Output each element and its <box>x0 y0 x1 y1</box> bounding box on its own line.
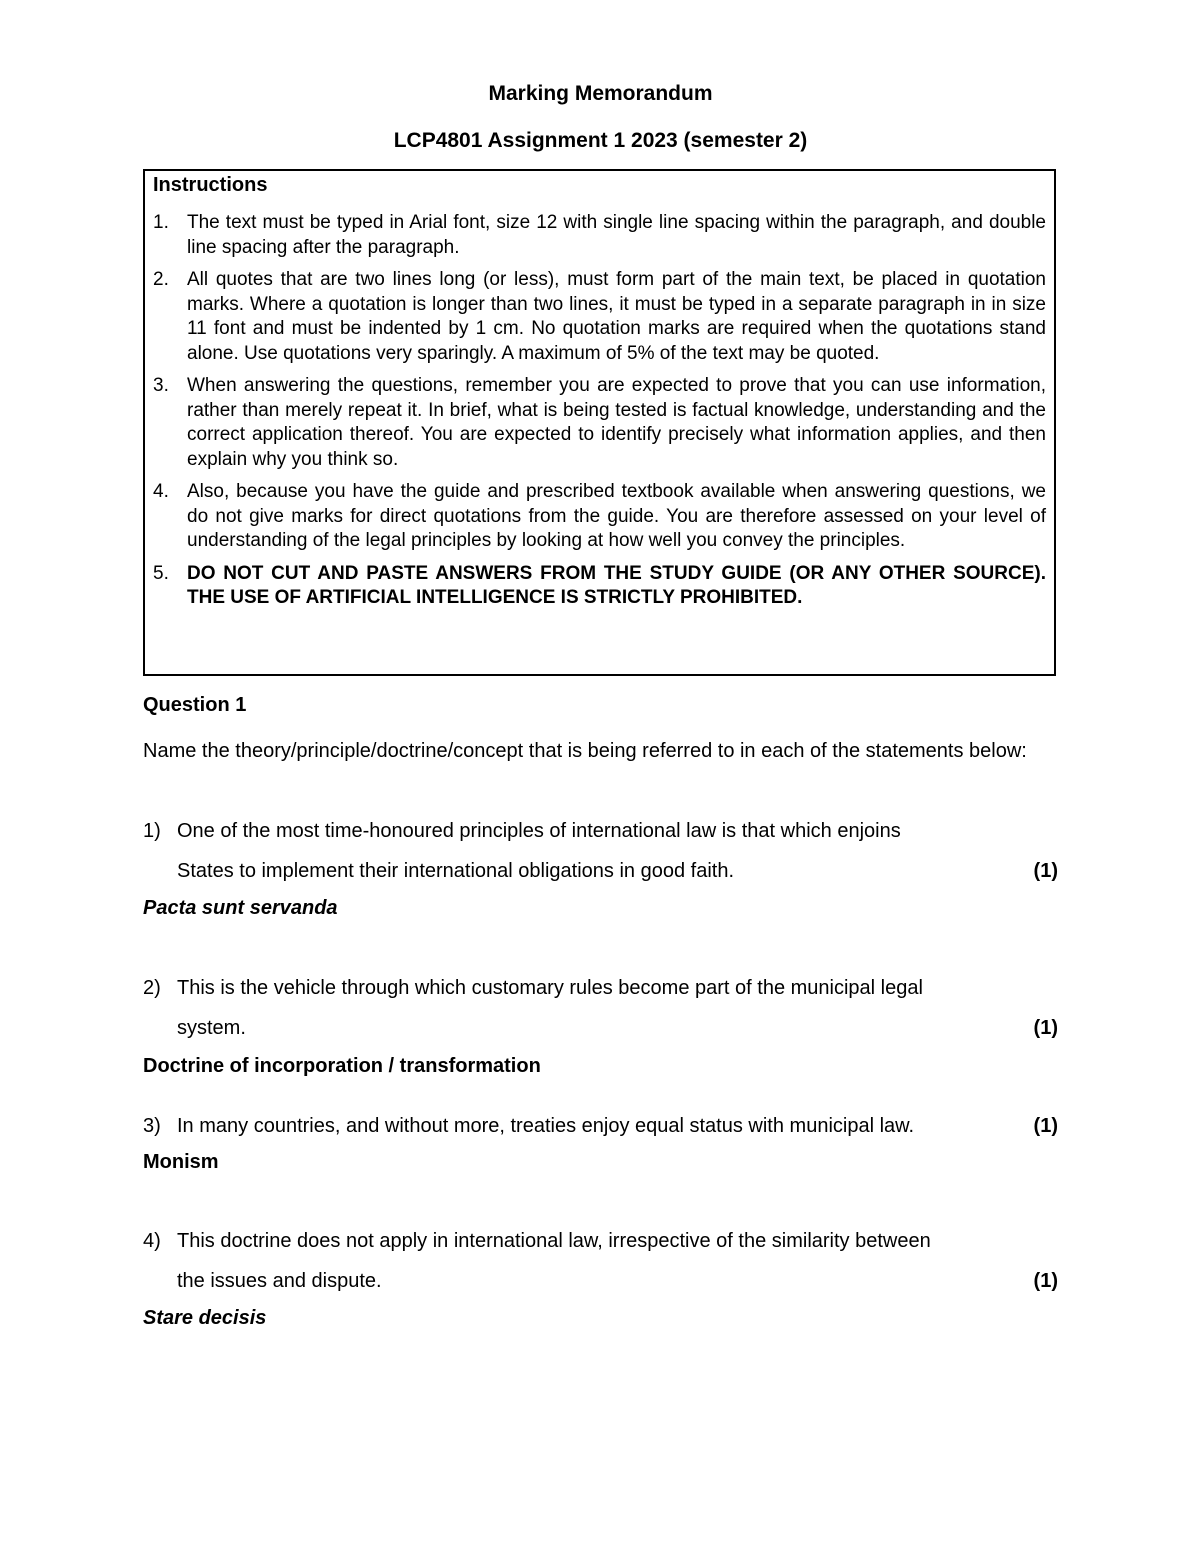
instruction-text: All quotes that are two lines long (or less), must form part of the main text, be placed in quotation marks. Where a quotation is longer than two lines, it must be typed in a separate paragraph in in size 11 font and must be indented by 1 cm. No quotation marks are required when the quotations stand alone. Use quotations very sparingly. A maximum of 5% of the text may be quoted. <box>187 269 1046 364</box>
statement-text-line: In many countries, and without more, treaties enjoy equal status with municipal law. <box>177 1115 915 1137</box>
statement-number: 1) <box>143 820 161 842</box>
statement-text-line: One of the most time-honoured principles of international law is that which enjoins <box>177 820 901 842</box>
statement-item <box>143 1221 1058 1301</box>
statement-line-with-mark <box>177 1106 1058 1146</box>
statement-item <box>143 811 1058 891</box>
instruction-item <box>153 480 1046 554</box>
statement-line-with-mark <box>177 851 1058 891</box>
statement-text-line: This doctrine does not apply in international law, irrespective of the similarity between <box>177 1230 931 1252</box>
answer-text: Monism <box>143 1151 219 1173</box>
mark-allocation: (1) <box>1033 860 1058 882</box>
instruction-number: 3. <box>153 375 169 396</box>
statement-body <box>177 811 1058 891</box>
instruction-item <box>153 374 1046 472</box>
answer-text: Pacta sunt servanda <box>143 897 338 919</box>
answer-text: Stare decisis <box>143 1307 267 1329</box>
document-title: Marking Memorandum <box>488 82 713 105</box>
instruction-text: Also, because you have the guide and prescribed textbook available when answering questions, we do not give marks for direct quotations from the guide. You are therefore assessed on your level of understanding of the legal principles by looking at how well you convey the principles. <box>187 481 1046 551</box>
question-heading: Question 1 <box>143 694 247 716</box>
instruction-item <box>153 268 1046 366</box>
mark-allocation: (1) <box>1033 1270 1058 1292</box>
answer-text: Doctrine of incorporation / transformation <box>143 1055 541 1077</box>
instructions-list <box>153 211 1046 619</box>
mark-allocation: (1) <box>1033 1017 1058 1039</box>
instruction-number: 2. <box>153 269 169 290</box>
statement-line-with-mark <box>177 1008 1058 1048</box>
statement-number: 2) <box>143 977 161 999</box>
instruction-text: The text must be typed in Arial font, size 12 with single line spacing within the paragraph, and double line spacing after the paragraph. <box>187 212 1046 258</box>
statement-text-line: system. <box>177 1017 246 1039</box>
statement-number: 3) <box>143 1115 161 1137</box>
instruction-item <box>153 211 1046 260</box>
statement-line-with-mark <box>177 1261 1058 1301</box>
question-intro: Name the theory/principle/doctrine/concept that is being referred to in each of the statements below: <box>143 740 1027 762</box>
statement-text-line: States to implement their international obligations in good faith. <box>177 860 735 882</box>
instruction-number: 1. <box>153 212 169 233</box>
instructions-heading: Instructions <box>153 174 268 196</box>
instructions-box <box>143 169 1056 676</box>
statement-text-line: This is the vehicle through which customary rules become part of the municipal legal <box>177 977 923 999</box>
statement-number: 4) <box>143 1230 161 1252</box>
statement-body <box>177 968 1058 1048</box>
mark-allocation: (1) <box>1033 1115 1058 1137</box>
instruction-text: When answering the questions, remember you are expected to prove that you can use information, rather than merely repeat it. In brief, what is being tested is factual knowledge, understanding and the correct application thereof. You are expected to identify precisely what information applies, and then explain why you think so. <box>187 375 1046 470</box>
instruction-item-warning <box>153 562 1046 611</box>
statement-item <box>143 1106 1058 1146</box>
statement-text-line: the issues and dispute. <box>177 1270 382 1292</box>
statement-body <box>177 1106 1058 1146</box>
statement-body <box>177 1221 1058 1301</box>
instruction-text: DO NOT CUT AND PASTE ANSWERS FROM THE STUDY GUIDE (OR ANY OTHER SOURCE). THE USE OF ARTIFICIAL INTELLIGENCE IS STRICTLY PROHIBITED. <box>187 562 1046 608</box>
instruction-number: 5. <box>153 562 169 584</box>
instruction-number: 4. <box>153 481 169 502</box>
document-subtitle: LCP4801 Assignment 1 2023 (semester 2) <box>393 129 808 152</box>
statement-item <box>143 968 1058 1048</box>
